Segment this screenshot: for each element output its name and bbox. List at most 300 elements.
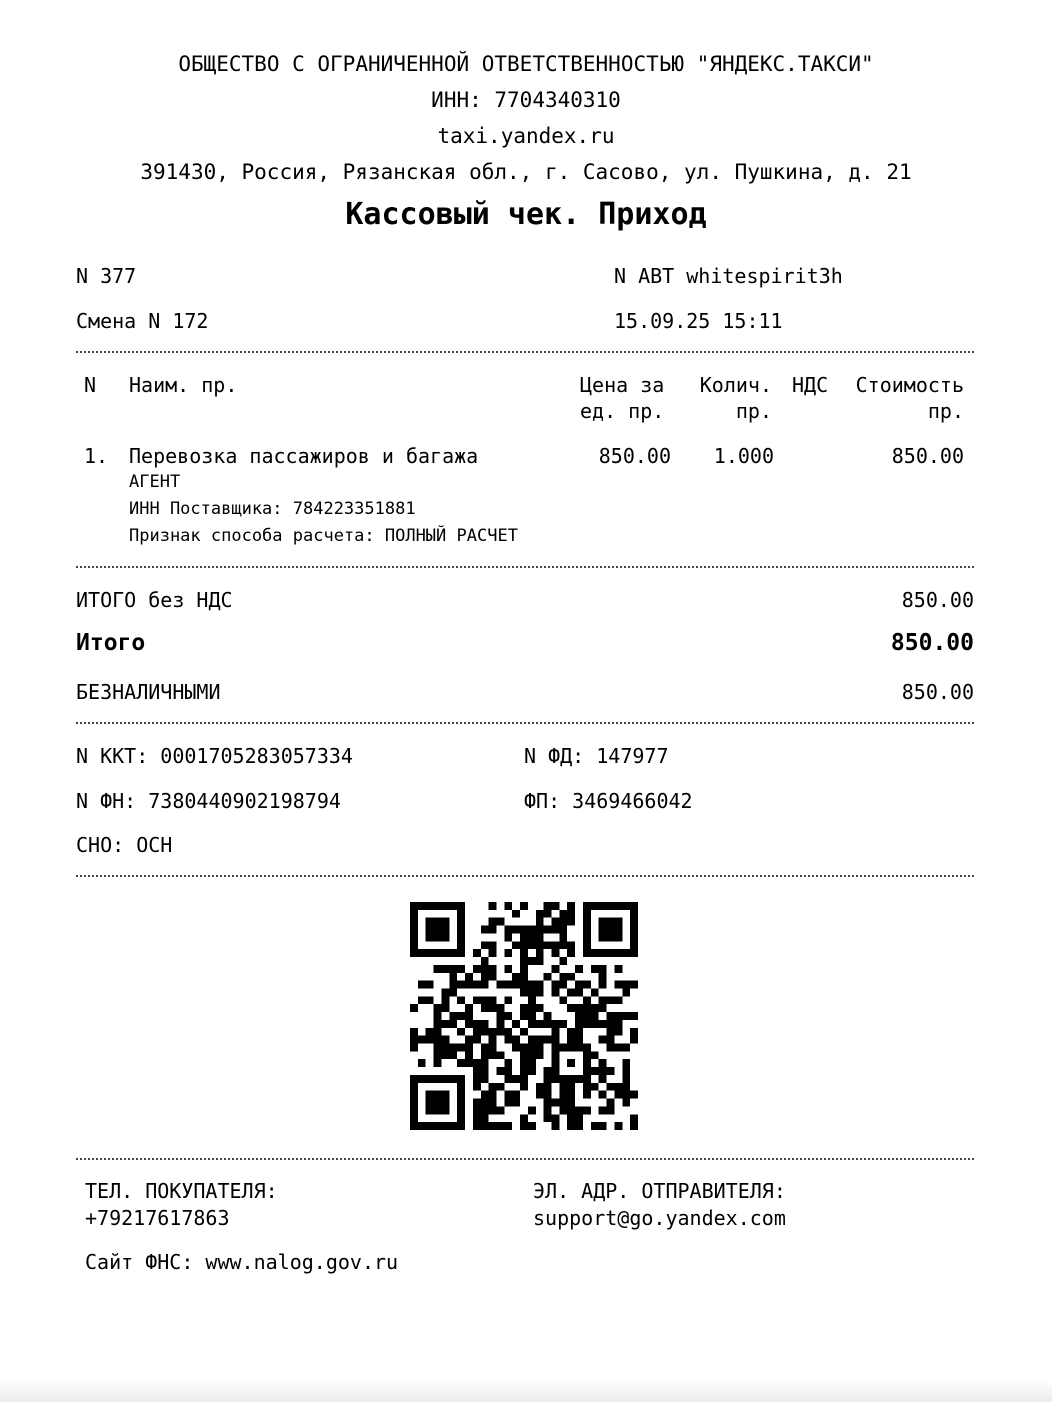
- total-no-vat-value: 850.00: [901, 588, 974, 612]
- qr-module: [599, 1122, 607, 1130]
- qr-module: [559, 1075, 567, 1083]
- qr-module: [418, 981, 426, 989]
- qr-module: [481, 996, 489, 1004]
- qr-module: [520, 957, 528, 965]
- qr-module: [434, 1099, 442, 1107]
- qr-module: [567, 1083, 575, 1091]
- qr-module: [614, 949, 622, 957]
- qr-module: [599, 902, 607, 910]
- qr-module: [441, 1044, 449, 1052]
- qr-module: [473, 1075, 481, 1083]
- qr-module: [434, 1012, 442, 1020]
- qr-module: [426, 996, 434, 1004]
- qr-module: [441, 1004, 449, 1012]
- qr-module: [434, 1059, 442, 1067]
- qr-module: [583, 1020, 591, 1028]
- qr-module: [583, 902, 591, 910]
- qr-module: [552, 1122, 560, 1130]
- qr-module: [520, 973, 528, 981]
- receipt-title: Кассовый чек. Приход: [345, 197, 707, 232]
- qr-module: [426, 918, 434, 926]
- qr-module: [457, 996, 465, 1004]
- qr-module: [457, 1099, 465, 1107]
- qr-module: [567, 1091, 575, 1099]
- qr-module: [489, 973, 497, 981]
- qr-module: [512, 910, 520, 918]
- qr-module: [599, 973, 607, 981]
- qr-module: [473, 949, 481, 957]
- qr-module: [489, 1051, 497, 1059]
- qr-module: [496, 918, 504, 926]
- col-header-vat: НДС: [792, 373, 829, 397]
- qr-module: [512, 1036, 520, 1044]
- qr-module: [481, 1114, 489, 1122]
- qr-module: [544, 902, 552, 910]
- qr-module: [599, 1091, 607, 1099]
- qr-module: [512, 1075, 520, 1083]
- qr-module: [520, 1004, 528, 1012]
- qr-module: [544, 1106, 552, 1114]
- qr-module: [583, 910, 591, 918]
- qr-module: [630, 1114, 638, 1122]
- row-cost: 850.00: [891, 444, 964, 468]
- company-site: taxi.yandex.ru: [437, 124, 615, 148]
- qr-module: [441, 926, 449, 934]
- qr-module: [473, 965, 481, 973]
- qr-module: [559, 1099, 567, 1107]
- qr-module: [591, 902, 599, 910]
- qr-module: [449, 1044, 457, 1052]
- qr-module: [418, 1122, 426, 1130]
- qr-module: [512, 1044, 520, 1052]
- qr-module: [504, 1067, 512, 1075]
- qr-module: [426, 926, 434, 934]
- shift-number: Смена N 172: [76, 309, 209, 333]
- page-bottom-shadow: [0, 1380, 1052, 1402]
- qr-module: [607, 1106, 615, 1114]
- fp-number: ФП: 3469466042: [524, 789, 693, 813]
- qr-module: [607, 996, 615, 1004]
- qr-module: [520, 1044, 528, 1052]
- qr-module: [449, 1122, 457, 1130]
- qr-module: [434, 1106, 442, 1114]
- qr-module: [583, 933, 591, 941]
- qr-module: [583, 949, 591, 957]
- qr-module: [512, 926, 520, 934]
- separator: [76, 566, 974, 568]
- qr-module: [552, 1059, 560, 1067]
- qr-module: [630, 910, 638, 918]
- qr-module: [457, 1106, 465, 1114]
- kkt-number: N ККТ: 0001705283057334: [76, 744, 353, 768]
- qr-module: [489, 1099, 497, 1107]
- company-address: 391430, Россия, Рязанская обл., г. Сасово, ул. Пушкина, д. 21: [140, 160, 912, 184]
- col-header-name: Наим. пр.: [129, 373, 238, 397]
- qr-module: [575, 1114, 583, 1122]
- qr-module: [622, 1044, 630, 1052]
- qr-module: [622, 1083, 630, 1091]
- qr-module: [410, 910, 418, 918]
- qr-module: [528, 933, 536, 941]
- qr-module: [441, 1051, 449, 1059]
- separator: [76, 722, 974, 724]
- qr-module: [575, 1028, 583, 1036]
- qr-module: [614, 926, 622, 934]
- row-number: 1.: [84, 444, 109, 468]
- qr-module: [567, 949, 575, 957]
- qr-module: [552, 902, 560, 910]
- qr-module: [599, 996, 607, 1004]
- qr-module: [630, 902, 638, 910]
- qr-module: [622, 1099, 630, 1107]
- cashless-value: 850.00: [901, 680, 974, 704]
- qr-module: [575, 1004, 583, 1012]
- qr-module: [410, 1004, 418, 1012]
- qr-module: [599, 1036, 607, 1044]
- qr-module: [457, 1075, 465, 1083]
- qr-module: [544, 941, 552, 949]
- qr-module: [630, 1091, 638, 1099]
- col-header-price-line1: Цена за: [580, 373, 665, 397]
- qr-module: [583, 941, 591, 949]
- qr-module: [504, 981, 512, 989]
- qr-module: [583, 1044, 591, 1052]
- qr-module: [536, 988, 544, 996]
- qr-module: [583, 1075, 591, 1083]
- qr-module: [622, 1059, 630, 1067]
- qr-module: [599, 949, 607, 957]
- buyer-phone-label: ТЕЛ. ПОКУПАТЕЛЯ:: [85, 1179, 278, 1203]
- row-qty: 1.000: [713, 444, 774, 468]
- qr-module: [559, 1106, 567, 1114]
- qr-module: [528, 1012, 536, 1020]
- qr-module: [520, 1051, 528, 1059]
- qr-module: [599, 981, 607, 989]
- qr-module: [473, 1122, 481, 1130]
- qr-module: [418, 1075, 426, 1083]
- total-no-vat-label: ИТОГО без НДС: [76, 588, 233, 612]
- qr-module: [575, 1075, 583, 1083]
- qr-module: [591, 988, 599, 996]
- qr-module: [575, 981, 583, 989]
- qr-module: [536, 949, 544, 957]
- qr-module: [567, 988, 575, 996]
- qr-module: [536, 1091, 544, 1099]
- qr-module: [481, 1044, 489, 1052]
- qr-module: [473, 1020, 481, 1028]
- qr-module: [583, 1012, 591, 1020]
- qr-module: [457, 1114, 465, 1122]
- qr-module: [489, 1091, 497, 1099]
- qr-module: [583, 1067, 591, 1075]
- separator: [76, 351, 974, 353]
- qr-module: [591, 1067, 599, 1075]
- qr-module: [599, 933, 607, 941]
- qr-module: [552, 918, 560, 926]
- qr-module: [614, 1020, 622, 1028]
- qr-module: [599, 965, 607, 973]
- qr-module: [552, 1075, 560, 1083]
- qr-module: [457, 1122, 465, 1130]
- qr-module: [622, 902, 630, 910]
- qr-module: [512, 941, 520, 949]
- qr-module: [473, 1028, 481, 1036]
- qr-module: [536, 941, 544, 949]
- qr-module: [449, 973, 457, 981]
- qr-module: [591, 1004, 599, 1012]
- qr-module: [504, 965, 512, 973]
- qr-module: [441, 918, 449, 926]
- qr-module: [520, 1028, 528, 1036]
- qr-module: [536, 1083, 544, 1091]
- qr-module: [630, 1028, 638, 1036]
- qr-module: [473, 1114, 481, 1122]
- qr-module: [583, 981, 591, 989]
- fn-number: N ФН: 7380440902198794: [76, 789, 341, 813]
- qr-module: [434, 1091, 442, 1099]
- qr-module: [599, 1075, 607, 1083]
- qr-module: [559, 996, 567, 1004]
- qr-module: [544, 1091, 552, 1099]
- qr-module: [614, 1122, 622, 1130]
- qr-module: [567, 910, 575, 918]
- qr-module: [449, 1020, 457, 1028]
- qr-module: [481, 1020, 489, 1028]
- qr-module: [426, 981, 434, 989]
- qr-module: [473, 1099, 481, 1107]
- qr-module: [552, 926, 560, 934]
- qr-module: [599, 1067, 607, 1075]
- qr-module: [599, 918, 607, 926]
- qr-module: [544, 1099, 552, 1107]
- qr-module: [481, 941, 489, 949]
- qr-module: [434, 1036, 442, 1044]
- qr-module: [520, 933, 528, 941]
- qr-module: [552, 981, 560, 989]
- qr-module: [559, 973, 567, 981]
- qr-module: [496, 1028, 504, 1036]
- qr-module: [528, 1051, 536, 1059]
- qr-module: [567, 1075, 575, 1083]
- qr-module: [552, 941, 560, 949]
- qr-module: [449, 965, 457, 973]
- qr-module: [575, 1036, 583, 1044]
- qr-module: [528, 1020, 536, 1028]
- qr-module: [520, 1083, 528, 1091]
- sender-email-label: ЭЛ. АДР. ОТПРАВИТЕЛЯ:: [533, 1179, 786, 1203]
- qr-module: [481, 973, 489, 981]
- qr-module: [599, 1059, 607, 1067]
- qr-module: [536, 918, 544, 926]
- qr-module: [434, 949, 442, 957]
- qr-module: [410, 949, 418, 957]
- qr-module: [520, 1067, 528, 1075]
- qr-module: [457, 949, 465, 957]
- qr-module: [481, 1059, 489, 1067]
- qr-module: [449, 902, 457, 910]
- company-name: ОБЩЕСТВО С ОГРАНИЧЕННОЙ ОТВЕТСТВЕННОСТЬЮ "ЯНДЕКС.ТАКСИ": [178, 52, 874, 76]
- qr-module: [434, 1044, 442, 1052]
- qr-module: [559, 941, 567, 949]
- qr-module: [583, 1083, 591, 1091]
- qr-module: [567, 1036, 575, 1044]
- qr-module: [567, 1028, 575, 1036]
- qr-module: [504, 1122, 512, 1130]
- qr-module: [559, 1020, 567, 1028]
- qr-module: [489, 926, 497, 934]
- qr-module: [552, 1051, 560, 1059]
- qr-module: [591, 1020, 599, 1028]
- qr-module: [481, 1106, 489, 1114]
- qr-module: [591, 1051, 599, 1059]
- col-header-qty-line2: пр.: [735, 399, 772, 423]
- qr-module: [410, 1083, 418, 1091]
- qr-module: [426, 1091, 434, 1099]
- qr-module: [583, 996, 591, 1004]
- qr-module: [489, 1036, 497, 1044]
- qr-module: [552, 949, 560, 957]
- qr-module: [528, 926, 536, 934]
- qr-module: [512, 1099, 520, 1107]
- qr-module: [441, 996, 449, 1004]
- qr-module: [583, 1051, 591, 1059]
- qr-module: [504, 1059, 512, 1067]
- qr-module: [544, 1114, 552, 1122]
- qr-module: [465, 1059, 473, 1067]
- qr-module: [528, 988, 536, 996]
- qr-module: [528, 1044, 536, 1052]
- qr-module: [457, 1059, 465, 1067]
- total-label: Итого: [76, 630, 146, 656]
- qr-module: [504, 1028, 512, 1036]
- qr-module: [489, 1044, 497, 1052]
- qr-module: [614, 996, 622, 1004]
- qr-module: [441, 1036, 449, 1044]
- qr-module: [457, 1044, 465, 1052]
- qr-module: [489, 941, 497, 949]
- qr-module: [520, 965, 528, 973]
- qr-module: [426, 1106, 434, 1114]
- qr-module: [457, 918, 465, 926]
- qr-module: [575, 1122, 583, 1130]
- qr-module: [418, 902, 426, 910]
- qr-module: [441, 965, 449, 973]
- qr-module: [441, 902, 449, 910]
- qr-module: [544, 973, 552, 981]
- qr-module: [449, 981, 457, 989]
- sender-email: support@go.yandex.com: [533, 1206, 786, 1230]
- qr-module: [504, 902, 512, 910]
- qr-module: [426, 1099, 434, 1107]
- qr-module: [591, 965, 599, 973]
- qr-module: [630, 1012, 638, 1020]
- qr-module: [622, 1075, 630, 1083]
- qr-module: [449, 949, 457, 957]
- qr-module: [489, 1028, 497, 1036]
- qr-module: [520, 902, 528, 910]
- qr-module: [441, 1020, 449, 1028]
- qr-module: [489, 1083, 497, 1091]
- qr-module: [520, 926, 528, 934]
- qr-module: [473, 996, 481, 1004]
- qr-module: [567, 1114, 575, 1122]
- qr-module: [410, 933, 418, 941]
- qr-module: [449, 988, 457, 996]
- qr-module: [410, 1044, 418, 1052]
- qr-module: [552, 1028, 560, 1036]
- qr-module: [457, 926, 465, 934]
- qr-module: [552, 1044, 560, 1052]
- qr-module: [465, 1020, 473, 1028]
- qr-module: [434, 1004, 442, 1012]
- qr-module: [481, 1051, 489, 1059]
- qr-module: [434, 933, 442, 941]
- qr-module: [426, 1028, 434, 1036]
- qr-module: [536, 1004, 544, 1012]
- qr-module: [552, 1099, 560, 1107]
- qr-module: [496, 981, 504, 989]
- qr-module: [504, 996, 512, 1004]
- qr-module: [536, 981, 544, 989]
- qr-module: [410, 1091, 418, 1099]
- qr-module: [567, 1004, 575, 1012]
- receipt-datetime: 15.09.25 15:11: [614, 309, 783, 333]
- qr-module: [457, 981, 465, 989]
- qr-module: [552, 1020, 560, 1028]
- qr-module: [630, 926, 638, 934]
- qr-module: [607, 1099, 615, 1107]
- qr-module: [496, 1106, 504, 1114]
- qr-module: [410, 926, 418, 934]
- qr-module: [607, 1083, 615, 1091]
- qr-module: [504, 1091, 512, 1099]
- qr-module: [465, 981, 473, 989]
- qr-module: [536, 926, 544, 934]
- qr-module: [457, 910, 465, 918]
- qr-module: [481, 1091, 489, 1099]
- qr-module: [567, 1106, 575, 1114]
- qr-module: [473, 1036, 481, 1044]
- qr-module: [536, 957, 544, 965]
- qr-module: [622, 988, 630, 996]
- qr-module: [630, 981, 638, 989]
- qr-module: [599, 1004, 607, 1012]
- qr-module: [614, 1028, 622, 1036]
- qr-module: [441, 988, 449, 996]
- qr-module: [410, 1036, 418, 1044]
- qr-module: [544, 1075, 552, 1083]
- qr-module: [434, 1051, 442, 1059]
- qr-module: [559, 1044, 567, 1052]
- qr-module: [559, 926, 567, 934]
- qr-module: [441, 933, 449, 941]
- qr-module: [528, 1106, 536, 1114]
- qr-module: [457, 1083, 465, 1091]
- qr-module: [489, 1122, 497, 1130]
- qr-module: [520, 949, 528, 957]
- qr-module: [528, 1122, 536, 1130]
- separator: [76, 875, 974, 877]
- qr-module: [489, 949, 497, 957]
- qr-module: [449, 1075, 457, 1083]
- qr-module: [583, 1059, 591, 1067]
- qr-module: [496, 1122, 504, 1130]
- qr-module: [489, 918, 497, 926]
- qr-module: [559, 918, 567, 926]
- qr-module: [544, 1083, 552, 1091]
- qr-module: [418, 1036, 426, 1044]
- qr-module: [552, 965, 560, 973]
